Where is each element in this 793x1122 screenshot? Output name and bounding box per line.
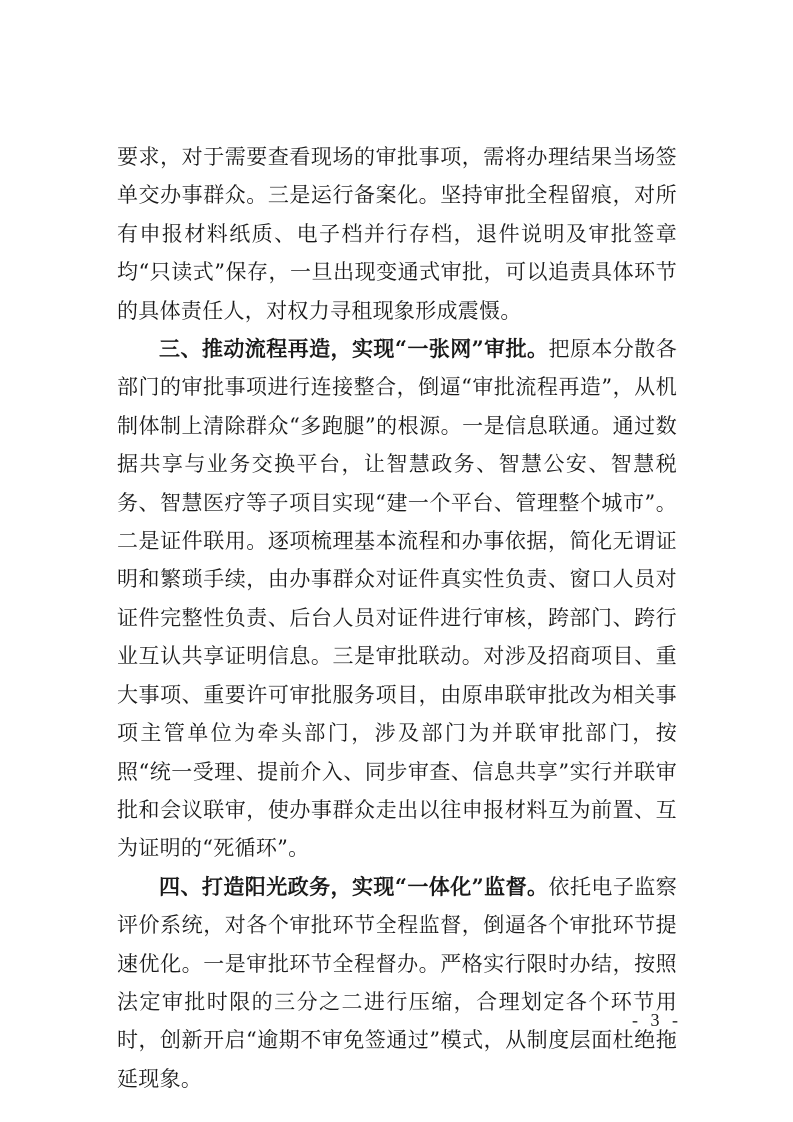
- section-heading: 四、打造阳光政务，实现“一体化”监督。: [159, 873, 549, 899]
- paragraph-text: 依托电子监察评价系统，对各个审批环节全程监督，倒逼各个审批环节提速优化。一是审批环节全程督办。严格实行限时办结，按照法定审批时限的三分之二进行压缩，合理划定各个环节用时，创新开启“逾期不审免签通过”模式，从制度层面杜绝拖延现象。: [117, 874, 677, 1091]
- paragraph-section-4: [117, 868, 677, 1098]
- document-body: [117, 138, 677, 1098]
- paragraph-text: 要求，对于需要查看现场的审批事项，需将办理结果当场签单交办事群众。三是运行备案化。坚持审批全程留痕，对所有申报材料纸质、电子档并行存档，退件说明及审批签章均“只读式”保存，一旦出现变通式审批，可以追责具体环节的具体责任人，对权力寻租现象形成震慑。: [117, 145, 677, 323]
- page-number: - 3 -: [632, 1010, 682, 1030]
- section-heading: 三、推动流程再造，实现“一张网”审批。: [159, 336, 549, 362]
- paragraph-text: 把原本分散各部门的审批事项进行连接整合，倒逼“审批流程再造”，从机制体制上清除群众“多跑腿”的根源。一是信息联通。通过数据共享与业务交换平台，让智慧政务、智慧公安、智慧税务、智慧医疗等子项目实现“建一个平台、管理整个城市”。二是证件联用。逐项梳理基本流程和办事依据，简化无谓证明和繁琐手续，由办事群众对证件真实性负责、窗口人员对证件完整性负责、后台人员对证件进行审核，跨部门、跨行业互认共享证明信息。三是审批联动。对涉及招商项目、重大事项、重要许可审批服务项目，由原串联审批改为相关事项主管单位为牵头部门，涉及部门为并联审批部门，按照“统一受理、提前介入、同步审查、信息共享”实行并联审批和会议联审，使办事群众走出以往申报材料互为前置、互为证明的“死循环”。: [117, 337, 677, 861]
- paragraph-section-3: [117, 330, 677, 868]
- paragraph-continuation: [117, 138, 677, 330]
